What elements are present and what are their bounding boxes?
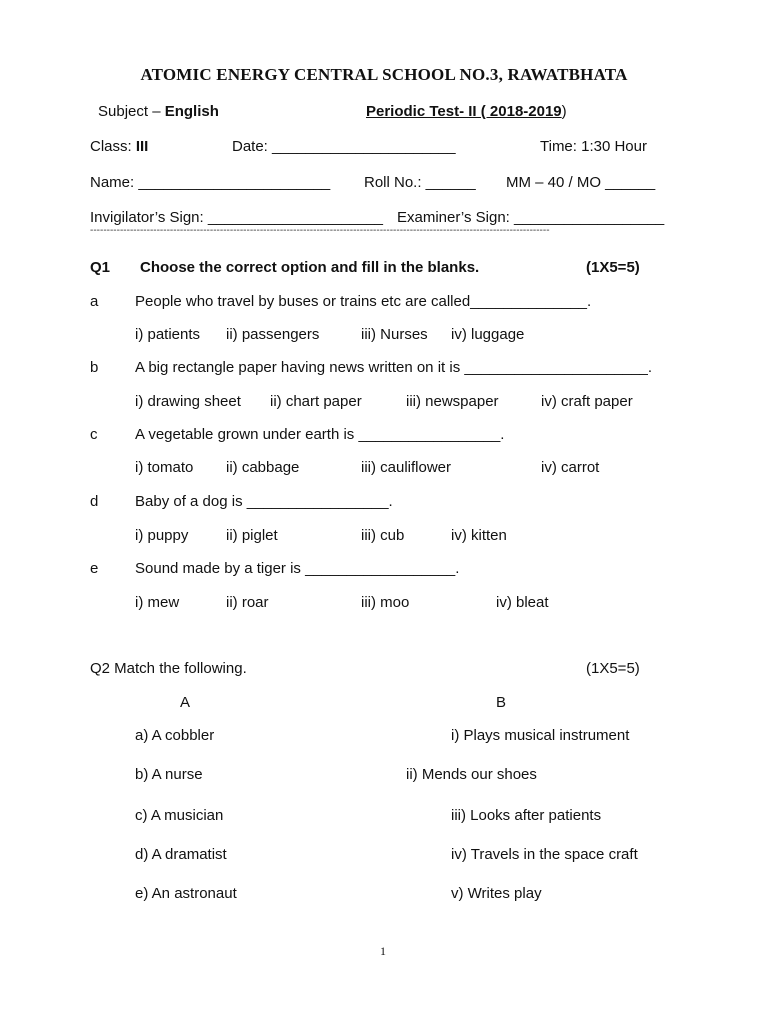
q1-option: iii) newspaper	[406, 393, 499, 410]
q1-option: ii) piglet	[226, 527, 278, 544]
class-line	[90, 138, 148, 155]
examiner-sign-field: Examiner’s Sign: __________________	[397, 209, 665, 226]
subject-label: Subject –	[98, 103, 165, 120]
class-label: Class:	[90, 138, 136, 155]
q1-item-letter: b	[90, 359, 99, 376]
q1-option: iv) bleat	[496, 594, 549, 611]
q2-title: Q2 Match the following.	[90, 660, 247, 677]
match-item-b: iv) Travels in the space craft	[451, 846, 638, 863]
q1-item-question: A vegetable grown under earth is _________________.	[135, 426, 505, 443]
test-name-suffix: )	[561, 103, 567, 120]
q1-option: i) tomato	[135, 459, 194, 476]
q1-option: iv) kitten	[451, 527, 507, 544]
separator-line: ------------------------------------------------------------------------------------------------------------------------------------------	[90, 226, 550, 236]
match-item-a: d) A dramatist	[135, 846, 227, 863]
q1-number: Q1	[90, 259, 111, 276]
q1-item-letter: d	[90, 493, 99, 510]
q1-item-letter: c	[90, 426, 98, 443]
q1-option: iii) cauliflower	[361, 459, 452, 476]
q1-option: i) mew	[135, 594, 180, 611]
q1-option: ii) passengers	[226, 326, 320, 343]
q1-option: iii) cub	[361, 527, 405, 544]
subject-value: English	[164, 103, 219, 120]
q1-item-question: Baby of a dog is _________________.	[135, 493, 393, 510]
marks-field: MM – 40 / MO ______	[506, 174, 656, 191]
match-item-b: v) Writes play	[451, 885, 542, 902]
time-text: Time: 1:30 Hour	[540, 138, 647, 155]
q1-option: ii) chart paper	[270, 393, 362, 410]
q2-marks: (1X5=5)	[586, 660, 640, 677]
q1-item-question: Sound made by a tiger is __________________.	[135, 560, 460, 577]
match-item-a: b) A nurse	[135, 766, 203, 783]
q1-option: iii) Nurses	[361, 326, 428, 343]
date-field: Date: ______________________	[232, 138, 456, 155]
q1-item-letter: e	[90, 560, 99, 577]
test-name-line	[366, 103, 567, 120]
q1-item-letter: a	[90, 293, 99, 310]
match-item-b: ii) Mends our shoes	[406, 766, 537, 783]
q1-option: iv) carrot	[541, 459, 600, 476]
q1-option: ii) roar	[226, 594, 269, 611]
column-a-heading: A	[180, 694, 191, 711]
page-number: 1	[380, 944, 386, 958]
name-field: Name: _______________________	[90, 174, 331, 191]
q1-instruction: Choose the correct option and fill in the blanks.	[140, 259, 480, 276]
match-item-a: e) An astronaut	[135, 885, 237, 902]
q1-option: i) drawing sheet	[135, 393, 241, 410]
test-name: Periodic Test- II ( 2018-2019	[366, 103, 562, 120]
q1-option: iv) craft paper	[541, 393, 633, 410]
class-value: III	[135, 138, 149, 155]
match-item-a: c) A musician	[135, 807, 224, 824]
q1-option: i) patients	[135, 326, 201, 343]
match-item-a: a) A cobbler	[135, 727, 215, 744]
q1-option: i) puppy	[135, 527, 189, 544]
q1-item-question: People who travel by buses or trains etc are called______________.	[135, 293, 592, 310]
match-item-b: iii) Looks after patients	[451, 807, 602, 824]
q1-option: ii) cabbage	[226, 459, 300, 476]
q1-item-question: A big rectangle paper having news written on it is ______________________.	[135, 359, 653, 376]
roll-field: Roll No.: ______	[364, 174, 476, 191]
school-title: ATOMIC ENERGY CENTRAL SCHOOL NO.3, RAWATBHATA	[140, 65, 628, 84]
q1-option: iv) luggage	[451, 326, 525, 343]
invigilator-sign-field: Invigilator’s Sign: _____________________	[90, 209, 384, 226]
q1-option: iii) moo	[361, 594, 410, 611]
subject-line	[98, 103, 219, 120]
match-item-b: i) Plays musical instrument	[451, 727, 630, 744]
q1-marks: (1X5=5)	[586, 259, 640, 276]
column-b-heading: B	[496, 694, 507, 711]
